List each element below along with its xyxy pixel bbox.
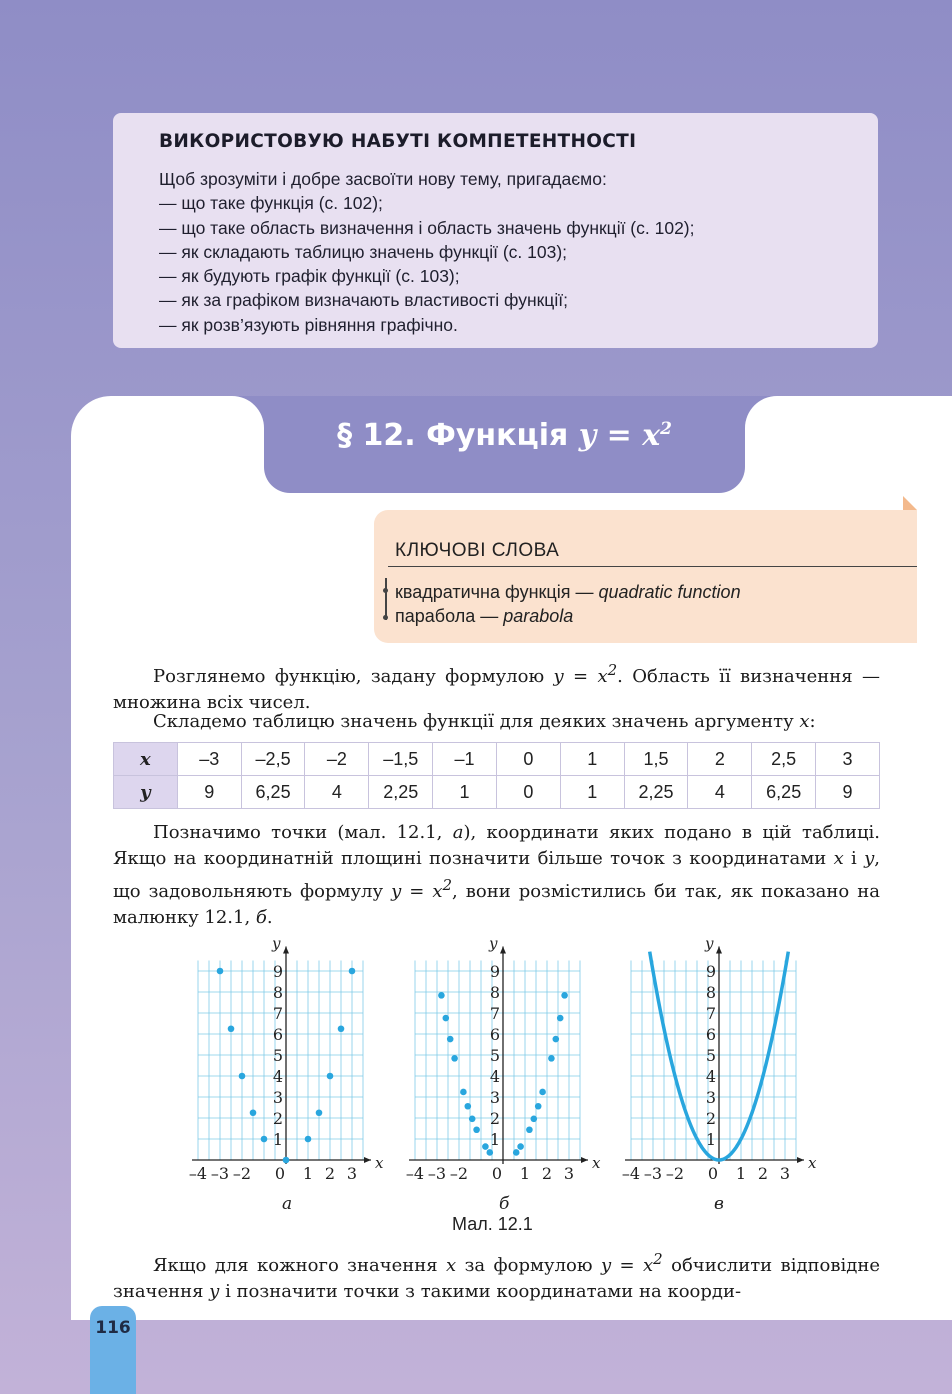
x-tick-label: –2 [665, 1164, 685, 1183]
y-tick-label: 7 [489, 1004, 500, 1023]
section-number: § 12. Функція [337, 418, 579, 453]
table-cell: 4 [305, 776, 369, 809]
x-axis-label: x [808, 1154, 817, 1172]
data-point [553, 1036, 560, 1043]
keywords-bracket [385, 578, 387, 620]
figure-ref: б [255, 907, 267, 928]
y-tick-label: 8 [489, 983, 500, 1002]
y-axis-label: y [489, 934, 498, 953]
formula-text: y = x [553, 666, 608, 687]
x-axis-arrow [581, 1157, 588, 1163]
table-cell: –1 [433, 743, 497, 776]
x-tick-label: –3 [643, 1164, 663, 1183]
bullet-dot [383, 588, 388, 593]
y-axis-arrow [716, 947, 722, 954]
y-tick-label: 2 [705, 1109, 716, 1128]
y-tick-label: 2 [489, 1109, 500, 1128]
caption-b: б [499, 1194, 510, 1214]
data-point [327, 1073, 334, 1080]
competence-title: ВИКОРИСТОВУЮ НАБУТІ КОМПЕТЕНТНОСТІ [159, 131, 637, 152]
y-tick-label: 9 [705, 962, 716, 981]
keyword-item [395, 606, 573, 627]
y-tick-label: 9 [489, 962, 500, 981]
x-tick-label: –3 [427, 1164, 447, 1183]
y-tick-label: 3 [705, 1088, 716, 1107]
x-tick-label: 0 [491, 1164, 503, 1183]
var-y: y [864, 848, 875, 869]
table-cell: 6,25 [241, 776, 305, 809]
x-axis-label: x [375, 1154, 384, 1172]
data-point [487, 1149, 494, 1156]
paragraph-2 [113, 709, 880, 735]
data-point [557, 1015, 564, 1022]
x-tick-label: 0 [274, 1164, 286, 1183]
y-tick-label: 6 [272, 1025, 283, 1044]
x-tick-label: –4 [621, 1164, 641, 1183]
table-cell: 1 [433, 776, 497, 809]
text-span: обчислити відповідне значення [113, 1255, 880, 1302]
x-tick-label: –3 [210, 1164, 230, 1183]
paragraph-1 [113, 657, 880, 716]
keywords-divider [388, 566, 917, 567]
values-table [113, 742, 880, 809]
formula-text: y = x [578, 418, 661, 453]
text-span: ), координати яких подано в цій таблиці. Якщо на координатній площині позначити більше точок з координатами [113, 822, 880, 869]
x-axis-label: x [592, 1154, 601, 1172]
table-cell: –2,5 [241, 743, 305, 776]
table-cell: 2,5 [752, 743, 816, 776]
y-tick-label: 7 [272, 1004, 283, 1023]
competence-intro: Щоб зрозуміти і добре засвоїти нову тему, пригадаємо: [159, 169, 607, 189]
var-x: x [799, 711, 810, 732]
paragraph-3 [113, 820, 880, 931]
data-point [438, 992, 445, 999]
list-item: — як будують графік функції (с. 103); [159, 264, 832, 288]
text-span: . Область її визначення — множина всіх чисел. [113, 666, 880, 713]
text-span: Складемо таблицю значень функції для деяких значень аргументу [153, 711, 800, 732]
x-tick-label: –2 [449, 1164, 469, 1183]
section-title [264, 418, 745, 453]
table-cell: –1,5 [369, 743, 433, 776]
text-span: . [266, 907, 273, 928]
y-tick-label: 1 [489, 1130, 500, 1149]
x-tick-label: 1 [519, 1164, 531, 1183]
y-tick-label: 4 [272, 1067, 283, 1086]
var-y: y [209, 1281, 220, 1302]
y-tick-label: 5 [705, 1046, 716, 1065]
x-tick-label: 3 [346, 1164, 358, 1183]
keyword-item [395, 582, 741, 603]
data-point [465, 1103, 472, 1110]
y-axis-arrow [500, 947, 506, 954]
table-cell: 6,25 [752, 776, 816, 809]
x-tick-label: –4 [188, 1164, 208, 1183]
y-axis-arrow [283, 947, 289, 954]
x-axis-arrow [797, 1157, 804, 1163]
y-tick-label: 4 [705, 1067, 716, 1086]
text-span: за формулою [456, 1255, 601, 1276]
text-span: , що задовольняють формулу [113, 848, 880, 902]
bullet-dot [383, 615, 388, 620]
table-cell: 2,25 [624, 776, 688, 809]
text-span: : [809, 711, 816, 732]
data-point [338, 1025, 345, 1032]
data-point [535, 1103, 542, 1110]
table-header-x: x [114, 743, 178, 776]
x-tick-label: 0 [707, 1164, 719, 1183]
data-point [447, 1036, 454, 1043]
figure-ref: а [452, 822, 464, 843]
y-tick-label: 8 [705, 983, 716, 1002]
data-point [305, 1136, 312, 1143]
list-item: — як за графіком визначають властивості функції; [159, 288, 832, 312]
y-tick-label: 3 [272, 1088, 283, 1107]
table-cell: 9 [177, 776, 241, 809]
table-cell: –2 [305, 743, 369, 776]
table-cell: 0 [496, 776, 560, 809]
list-item: — як розв’язують рівняння графічно. [159, 313, 832, 337]
keywords-title: КЛЮЧОВІ СЛОВА [395, 540, 560, 561]
page-number: 116 [90, 1306, 136, 1394]
data-point [261, 1136, 268, 1143]
x-tick-label: –2 [232, 1164, 252, 1183]
data-point [469, 1116, 476, 1123]
data-point [316, 1109, 323, 1116]
x-tick-label: 3 [563, 1164, 575, 1183]
graph-b [406, 935, 601, 1184]
table-cell: 3 [816, 743, 880, 776]
table-cell: 0 [496, 743, 560, 776]
y-tick-label: 6 [489, 1025, 500, 1044]
data-point [443, 1015, 450, 1022]
table-cell: 1 [560, 743, 624, 776]
data-point [283, 1157, 290, 1164]
data-point [482, 1143, 489, 1150]
x-tick-label: 1 [302, 1164, 314, 1183]
data-point [517, 1143, 524, 1150]
data-point [228, 1025, 235, 1032]
text-span: і позначити точки з такими координатами на коорди- [219, 1281, 742, 1302]
section-formula [579, 418, 672, 453]
y-tick-label: 1 [272, 1130, 283, 1149]
x-tick-label: 3 [779, 1164, 791, 1183]
x-tick-label: 2 [757, 1164, 769, 1183]
formula-text: y = x [391, 881, 443, 902]
list-item: — як складають таблицю значень функції (с. 103); [159, 240, 832, 264]
formula-power: 2 [660, 419, 672, 439]
y-tick-label: 6 [705, 1025, 716, 1044]
keyword-en: quadratic function [598, 582, 741, 602]
y-tick-label: 5 [489, 1046, 500, 1065]
data-point [217, 968, 224, 975]
x-axis-arrow [364, 1157, 371, 1163]
competence-box [113, 113, 878, 348]
data-point [526, 1126, 533, 1133]
x-tick-label: –4 [405, 1164, 425, 1183]
table-cell: 1,5 [624, 743, 688, 776]
table-cell: 9 [816, 776, 880, 809]
var-x: x [446, 1255, 457, 1276]
y-tick-label: 5 [272, 1046, 283, 1065]
text-span: Розглянемо функцію, задану формулою [153, 666, 554, 687]
formula-power: 2 [607, 661, 618, 679]
table-cell: 4 [688, 776, 752, 809]
y-tick-label: 4 [489, 1067, 500, 1086]
keyword-ua: парабола — [395, 606, 504, 626]
figure-graphs [168, 928, 818, 1200]
y-tick-label: 7 [705, 1004, 716, 1023]
formula-power: 2 [442, 876, 453, 894]
y-axis-label: y [705, 934, 714, 953]
y-tick-label: 8 [272, 983, 283, 1002]
data-point [531, 1116, 538, 1123]
text-span: Якщо для кожного значення [153, 1255, 447, 1276]
table-cell: 2 [688, 743, 752, 776]
caption-a: а [282, 1194, 293, 1214]
data-point [539, 1089, 546, 1096]
text-span: , вони розмістились би так, як показано на малюнку 12.1, [113, 881, 880, 928]
data-point [250, 1109, 257, 1116]
competence-list [159, 191, 832, 337]
y-tick-label: 1 [705, 1130, 716, 1149]
tab-corner-right [745, 396, 777, 428]
keywords-corner [903, 496, 917, 510]
paragraph-4 [113, 1246, 880, 1305]
data-point [561, 992, 568, 999]
y-tick-label: 9 [272, 962, 283, 981]
data-point [239, 1073, 246, 1080]
y-axis-label: y [272, 934, 281, 953]
graph-a [189, 935, 384, 1184]
list-item: — що таке область визначення і область значень функції (с. 102); [159, 216, 832, 240]
keyword-en: parabola [503, 606, 574, 626]
x-tick-label: 2 [324, 1164, 336, 1183]
text-span: і [843, 848, 865, 869]
caption-c: в [714, 1194, 724, 1214]
table-header-y: y [114, 776, 178, 809]
list-item: — що таке функція (с. 102); [159, 191, 832, 215]
figure-caption: Мал. 12.1 [452, 1214, 533, 1234]
data-point [548, 1055, 555, 1062]
tab-corner-left [232, 396, 264, 428]
text-span: Позначимо точки (мал. 12.1, [153, 822, 453, 843]
x-tick-label: 1 [735, 1164, 747, 1183]
y-tick-label: 3 [489, 1088, 500, 1107]
table-row [114, 743, 880, 776]
table-row [114, 776, 880, 809]
table-cell: 1 [560, 776, 624, 809]
formula-text: y = x [600, 1255, 654, 1276]
var-x: x [833, 848, 844, 869]
y-tick-label: 2 [272, 1109, 283, 1128]
keyword-ua: квадратична функція — [395, 582, 599, 602]
formula-power: 2 [653, 1250, 663, 1268]
data-point [460, 1089, 467, 1096]
x-tick-label: 2 [541, 1164, 553, 1183]
data-point [349, 968, 356, 975]
table-cell: 2,25 [369, 776, 433, 809]
data-point [473, 1126, 480, 1133]
table-cell: –3 [177, 743, 241, 776]
data-point [451, 1055, 458, 1062]
data-point [513, 1149, 520, 1156]
graph-c [622, 935, 817, 1184]
